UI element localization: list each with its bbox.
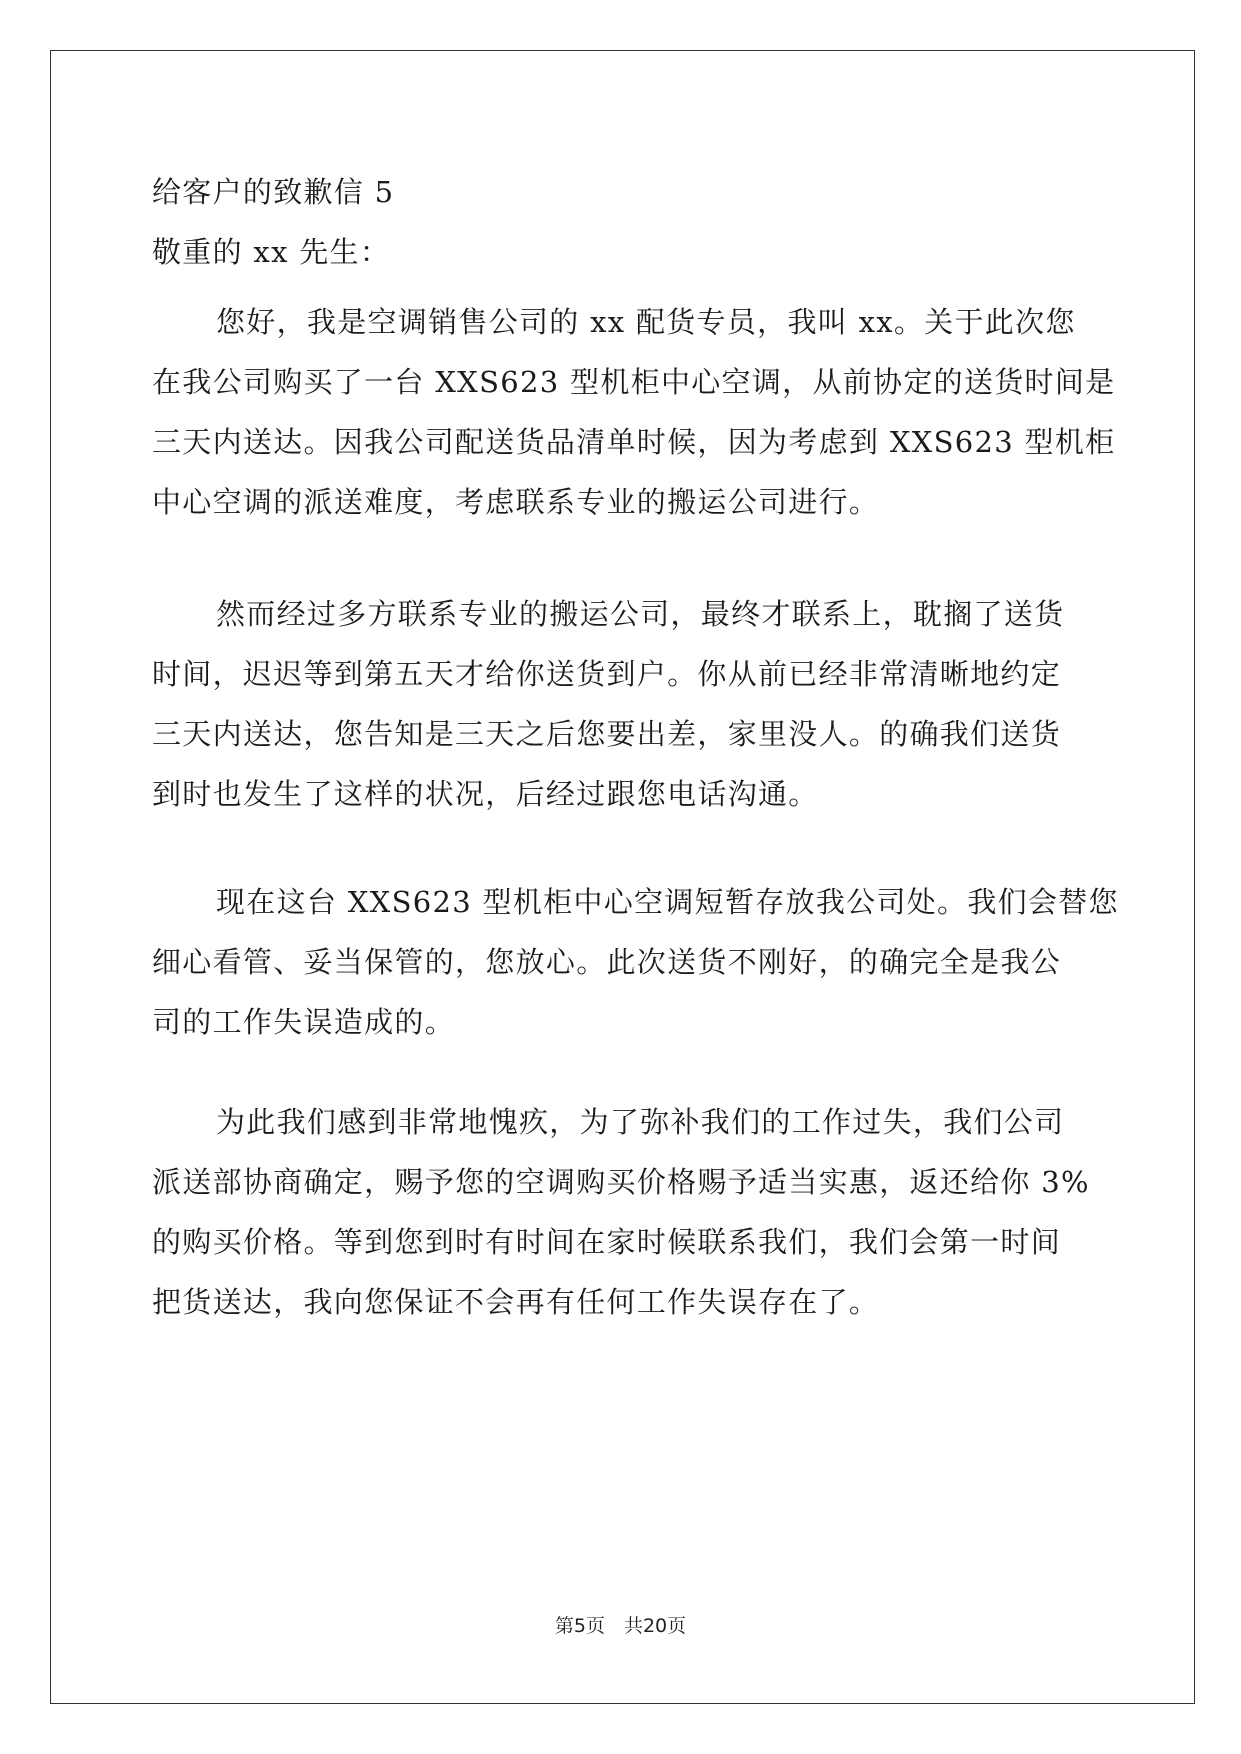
- paragraph-line: 把货送达，我向您保证不会再有任何工作失误存在了。: [152, 1285, 880, 1319]
- paragraph-line: 现在这台 XXS623 型机柜中心空调短暂存放我公司处。我们会替您: [216, 885, 1119, 919]
- paragraph-line: 时间，迟迟等到第五天才给你送货到户。你从前已经非常清晰地约定: [152, 657, 1062, 691]
- paragraph-line: 然而经过多方联系专业的搬运公司，最终才联系上，耽搁了送货: [216, 597, 1065, 631]
- page-mid: 页 共: [585, 1615, 643, 1637]
- page-footer: [0, 1614, 1241, 1638]
- paragraph-3: [152, 872, 1119, 1052]
- paragraph-line: 司的工作失误造成的。: [152, 1005, 456, 1039]
- paragraph-line: 在我公司购买了一台 XXS623 型机柜中心空调，从前协定的送货时间是: [152, 365, 1116, 399]
- paragraph-line: 到时也发生了这样的状况，后经过跟您电话沟通。: [152, 777, 819, 811]
- paragraph-line: 细心看管、妥当保管的，您放心。此次送货不刚好，的确完全是我公: [152, 945, 1062, 979]
- paragraph-line: 三天内送达。因我公司配送货品清单时候，因为考虑到 XXS623 型机柜: [152, 425, 1116, 459]
- paragraph-line: 为此我们感到非常地愧疚，为了弥补我们的工作过失，我们公司: [216, 1105, 1065, 1139]
- paragraph-line: 您好，我是空调销售公司的 xx 配货专员，我叫 xx。关于此次您: [216, 305, 1076, 339]
- paragraph-4: [152, 1092, 1092, 1332]
- page-current: 5: [573, 1615, 586, 1637]
- letter-title: 给客户的致歉信 5: [152, 175, 395, 209]
- paragraph-line: 的购买价格。等到您到时有时间在家时候联系我们，我们会第一时间: [152, 1225, 1062, 1259]
- page-total: 20: [642, 1615, 668, 1637]
- paragraph-line: 派送部协商确定，赐予您的空调购买价格赐予适当实惠，返还给你 3%: [152, 1165, 1090, 1199]
- paragraph-1: [152, 292, 1116, 532]
- paragraph-line: 中心空调的派送难度，考虑联系专业的搬运公司进行。: [152, 485, 880, 519]
- paragraph-2: [152, 584, 1092, 824]
- paragraph-line: 三天内送达，您告知是三天之后您要出差，家里没人。的确我们送货: [152, 717, 1062, 751]
- page-suffix: 页: [667, 1615, 687, 1637]
- page-prefix: 第: [554, 1615, 574, 1637]
- salutation: 敬重的 xx 先生：: [152, 235, 391, 269]
